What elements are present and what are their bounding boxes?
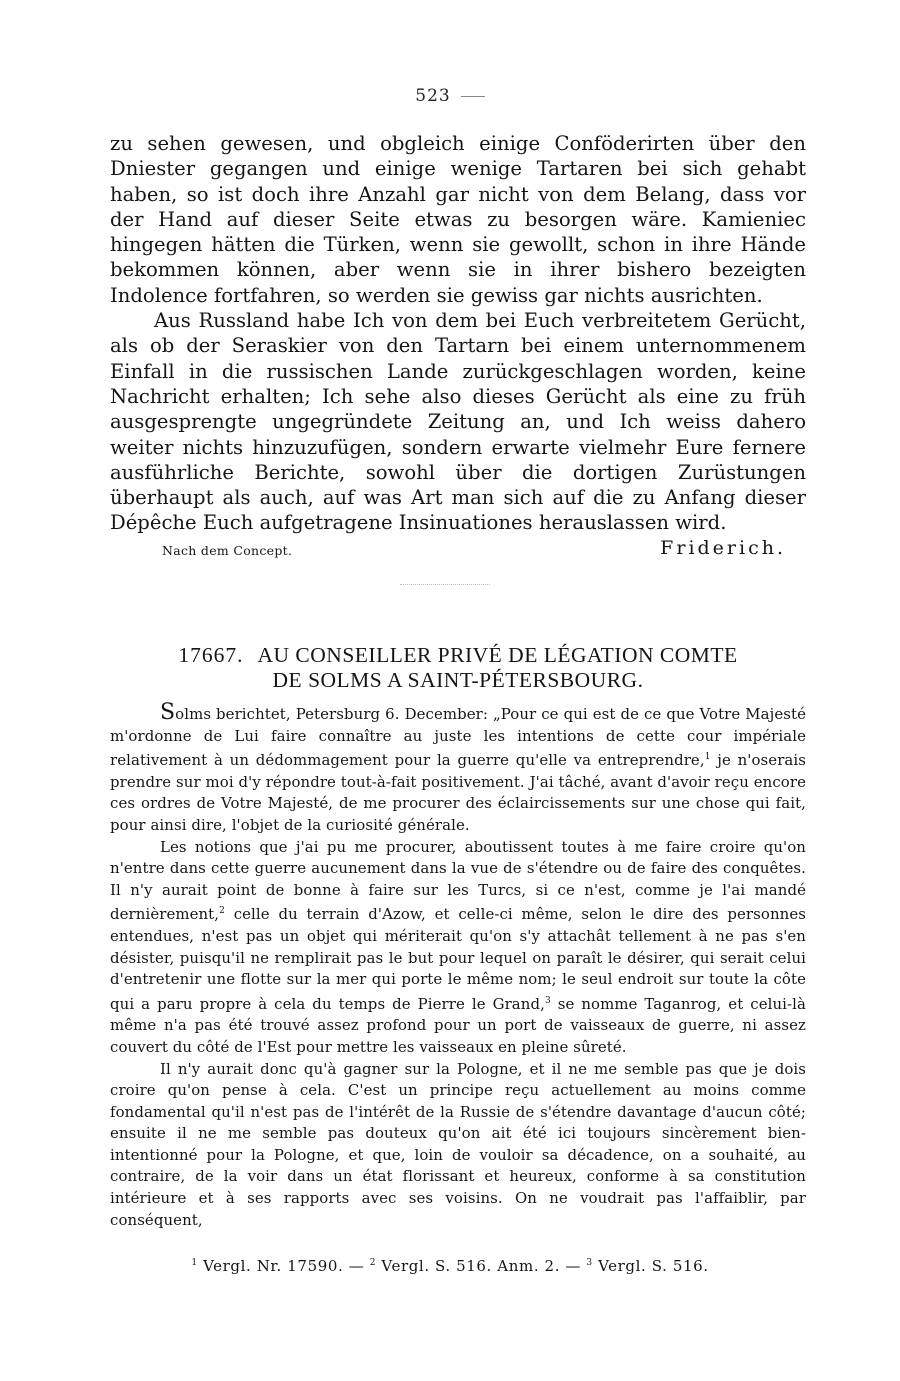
french-p1-text-a: olms berichtet, Petersburg 6. December: „Pour ce qui est de ce que Votre Majesté m'ordonne de Lui faire connaître au juste les intentions de cette cour impériale relativement à un dédommagement pour la guerre qu'elle va entreprendre,: [110, 705, 806, 770]
letter-title-text-1: AU CONSEILLER PRIVÉ DE LÉGATION COMTE: [257, 643, 738, 667]
signature: Friderich.: [660, 537, 786, 559]
footnote-mark-2: 2: [369, 1258, 377, 1268]
letter-closing: [110, 537, 786, 561]
french-report-text: [110, 702, 806, 1231]
footnote-mark-3: 3: [586, 1258, 593, 1268]
french-p2-text-a: Les notions que j'ai pu me procurer, aboutissent toutes à me faire croire qu'on n'entre dans cette guerre aucunement dans la vue de s'étendre ou de faire des conquêtes. Il n'y aurait point de bonne à faire sur les Turcs, si ce n'est, comme je l'ai mandé dernièrement,: [110, 837, 806, 924]
letter-title-line-2: DE SOLMS A SAINT-PÉTERSBOURG.: [272, 668, 644, 692]
letter-number: 17667.: [178, 643, 244, 667]
french-p1-text-b: je n'oserais prendre sur moi d'y répondre tout-à-fait positivement. J'ai tâché, avant d'avoir reçu encore ces ordres de Votre Majesté, de me procurer des éclaircissements sur une chose qui fait, pour ainsi dire, l'objet de la curiosité générale.: [110, 751, 806, 834]
german-letter-text: [110, 131, 806, 536]
footnote-mark-1: 1: [191, 1258, 198, 1268]
footnote-2: Vergl. S. 516. Anm. 2. —: [376, 1257, 587, 1275]
french-p2-text-c: se nomme Taganrog, et celui-là même n'a pas été trouvé assez profond pour un port de vaisseaux de guerre, ni assez couvert du côté de l'Est pour mettre les vaisseaux en pleine sûreté.: [110, 994, 806, 1056]
drop-letter: S: [160, 700, 176, 725]
footnote-ref-2: 2: [219, 906, 225, 917]
french-paragraph-1: [110, 702, 806, 837]
letter-title: [110, 643, 806, 693]
header-dash: [461, 96, 485, 97]
footnote-3: Vergl. S. 516.: [592, 1257, 709, 1275]
french-paragraph-3: Il n'y aurait donc qu'à gagner sur la Pologne, et il ne me semble pas que je dois croire qu'on pense à cela. C'est un principe reçu actuellement au moins comme fondamental qu'il n'est pas de l'intérêt de la Russie de s'étendre davantage d'aucun côté; ensuite il ne me semble pas douteux qu'on ait été ici toujours sincèrement bien-intentionné pour la Pologne, et que, loin de vouloir sa décadence, on a souhaité, au contraire, de la voir dans un état florissant et heureux, conforme à sa constitution intérieure et à ses rapports avec ses voisins. On ne voudrait pas l'affaiblir, par conséquent,: [110, 1059, 806, 1229]
section-separator: [400, 584, 490, 585]
french-p2-text-b: celle du terrain d'Azow, et celle-ci même, selon le dire des personnes entendues, n'est pas un objet qui mériterait qu'on s'y attachât tellement à ne pas s'en désister, puisqu'il ne remplirait pas le but pour lequel on paraît le désirer, qui serait celui d'entretenir une flotte sur la mer qui porte le même nom; le seul endroit sur toute la côte qui a paru propre à cela du temps de Pierre le Grand,: [110, 905, 806, 1013]
page-header: [0, 86, 900, 106]
source-note: Nach dem Concept.: [162, 543, 293, 558]
footnote-ref-1: 1: [704, 752, 711, 763]
german-paragraph-1: zu sehen gewesen, und obgleich einige Conföderirten über den Dniester gegangen und einige wenige Tartaren bei sich gehabt haben, so ist doch ihre Anzahl gar nicht von dem Belang, dass vor der Hand auf dieser Seite etwas zu besorgen wäre. Kamieniec hingegen hätten die Türken, wenn sie gewollt, schon in ihre Hände bekommen können, aber wenn sie in ihrer bishero bezeigten Indolence fortfahren, so werden sie gewiss gar nichts ausrichten.: [110, 132, 806, 307]
footnote-ref-3: 3: [544, 995, 551, 1006]
letter-title-line-1: [110, 643, 806, 668]
french-paragraph-2: [110, 837, 806, 1059]
page-number: 523: [415, 86, 451, 106]
german-paragraph-2: Aus Russland habe Ich von dem bei Euch verbreitetem Gerücht, als ob der Seraskier von den Tartarn bei einem unternommenem Einfall in die russischen Lande zurückgeschlagen worden, keine Nachricht erhalten; Ich sehe also dieses Gerücht als eine zu früh ausgesprengte ungegründete Zeitung an, und Ich weiss dahero weiter nichts hinzuzufügen, sondern erwarte vielmehr Eure fernere ausführliche Berichte, sowohl über die dortigen Zurüstungen überhaupt als auch, auf was Art man sich auf die zu Anfang dieser Dépêche Euch aufgetragene Insinuationes herauslassen wird.: [110, 309, 806, 535]
footnotes: [0, 1257, 900, 1275]
footnote-1: Vergl. Nr. 17590. —: [197, 1257, 370, 1275]
